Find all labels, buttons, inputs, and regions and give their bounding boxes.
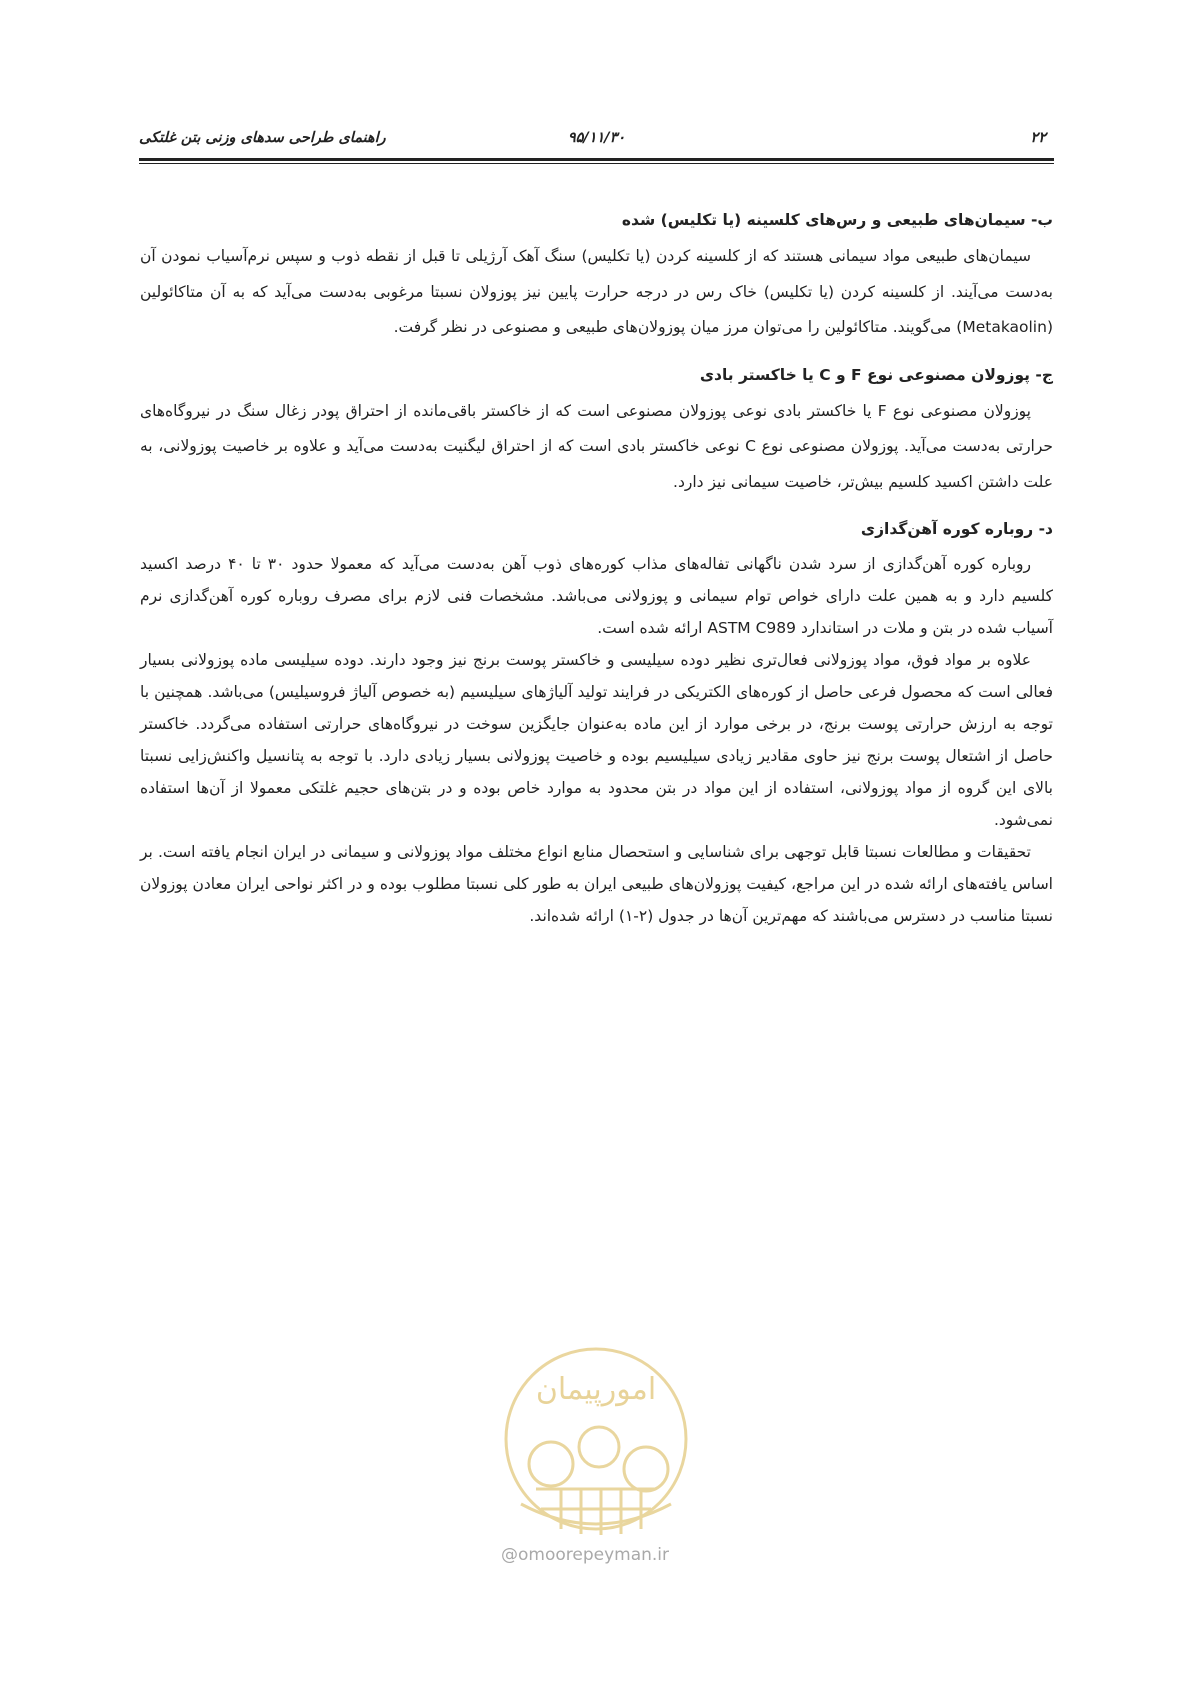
watermark-logo [481, 1329, 711, 1559]
paragraph-iran-research: تحقیقات و مطالعات نسبتا قابل توجهی برای شناسایی و استحصال منابع انواع مختلف مواد پوزولانی و سیمانی در ایران انجام یافته است. بر اساس یافته‌های ارائه شده در این مراجع، کیفیت پوزولان‌های طبیعی ایران به طور کلی نسبتا مطلوب بوده و در اکثر نواحی ایران معادن پوزولان نسبتا مناسب در دسترس می‌باشند که مهم‌ترین آن‌ها در جدول (۲-۱) ارائه شده‌اند. [140, 843, 1053, 925]
header-rule-thick [139, 158, 1054, 161]
section-title-fly-ash: ج- پوزولان مصنوعی نوع F و C یا خاکستر بادی [699, 365, 1053, 384]
section-title-slag: د- روباره کوره آهن‌گدازی [860, 520, 1053, 538]
svg-text:امورپیمان: امورپیمان [535, 1372, 657, 1407]
paragraph-slag: روباره کوره آهن‌گدازی از سرد شدن ناگهانی تفاله‌های مذاب کوره‌های ذوب آهن به‌دست می‌آید که معمولا حدود ۳۰ تا ۴۰ درصد اکسید کلسیم دارد و به همین علت دارای خواص توام سیمانی و پوزولانی می‌باشد. مشخصات فنی لازم برای مصرف روباره کوره آهن‌گدازی نرم آسیاب شده در بتن و ملات در استاندارد ASTM C989 ارائه شده است. [140, 555, 1053, 637]
paragraph-fly-ash: پوزولان مصنوعی نوع F یا خاکستر بادی نوعی پوزولان مصنوعی است که از خاکستر باقی‌مانده از احتراق پودر زغال سنگ در نیروگاه‌های حرارتی به‌دست می‌آید. پوزولان مصنوعی نوع C نوعی خاکستر بادی است که از احتراق لیگنیت به‌دست می‌آید و علاوه بر خاصیت پوزولانی، به علت داشتن اکسید کلسیم بیش‌تر، خاصیت سیمانی نیز دارد. [140, 401, 1053, 491]
header-date: ۹۵/۱۱/۳۰ [567, 130, 626, 146]
paragraph-natural-cements: سیمان‌های طبیعی مواد سیمانی هستند که از کلسینه کردن (یا تکلیس) سنگ آهک آرژیلی تا قبل از نقطه ذوب و سپس نرم‌آسیاب نمودن آن به‌دست می‌آیند. از کلسینه کردن (یا تکلیس) خاک رس در درجه حرارت پایین نیز پوزولان نسبتا مرغوبی به‌دست می‌آید که به آن متاکائولین (Metakaolin) می‌گویند. متاکائولین را می‌توان مرز میان پوزولان‌های طبیعی و مصنوعی در نظر گرفت. [140, 247, 1053, 336]
header-rule-thin [139, 163, 1054, 164]
page-header [139, 126, 1054, 152]
page-number: ۲۲ [1030, 130, 1046, 146]
paragraph-silica-fume: علاوه بر مواد فوق، مواد پوزولانی فعال‌تری نظیر دوده سیلیسی و خاکستر پوست برنج نیز وجود دارند. دوده سیلیسی ماده پوزولانی بسیار فعالی است که محصول فرعی حاصل از کوره‌های الکتریکی در فرایند تولید آلیاژهای سیلیسیم (به خصوص آلیاژ فروسیلیس) می‌باشد. همچنین با توجه به ارزش حرارتی پوست برنج، در برخی موارد از این ماده به‌عنوان جایگزین سوخت در نیروگاه‌های حرارتی استفاده می‌گردد. خاکستر حاصل از اشتعال پوست برنج نیز حاوی مقادیر زیادی سیلیسیم بوده و خاصیت پوزولانی بسیار زیادی دارد. با توجه به پتانسیل واکنش‌زایی نسبتا بالای این گروه از مواد پوزولانی، استفاده از این مواد در بتن محدود به موارد خاص بوده و در بتن‌های حجیم غلتکی معمولا از آن‌ها استفاده نمی‌شود. [140, 651, 1053, 829]
running-title: راهنمای طراحی سدهای وزنی بتن غلتکی [139, 130, 386, 146]
section-title-natural-cements: ب- سیمان‌های طبیعی و رس‌های کلسینه (یا تکلیس) شده [621, 211, 1053, 229]
watermark-site: @omoorepeyman.ir [500, 1545, 670, 1565]
page-body [140, 205, 1053, 932]
